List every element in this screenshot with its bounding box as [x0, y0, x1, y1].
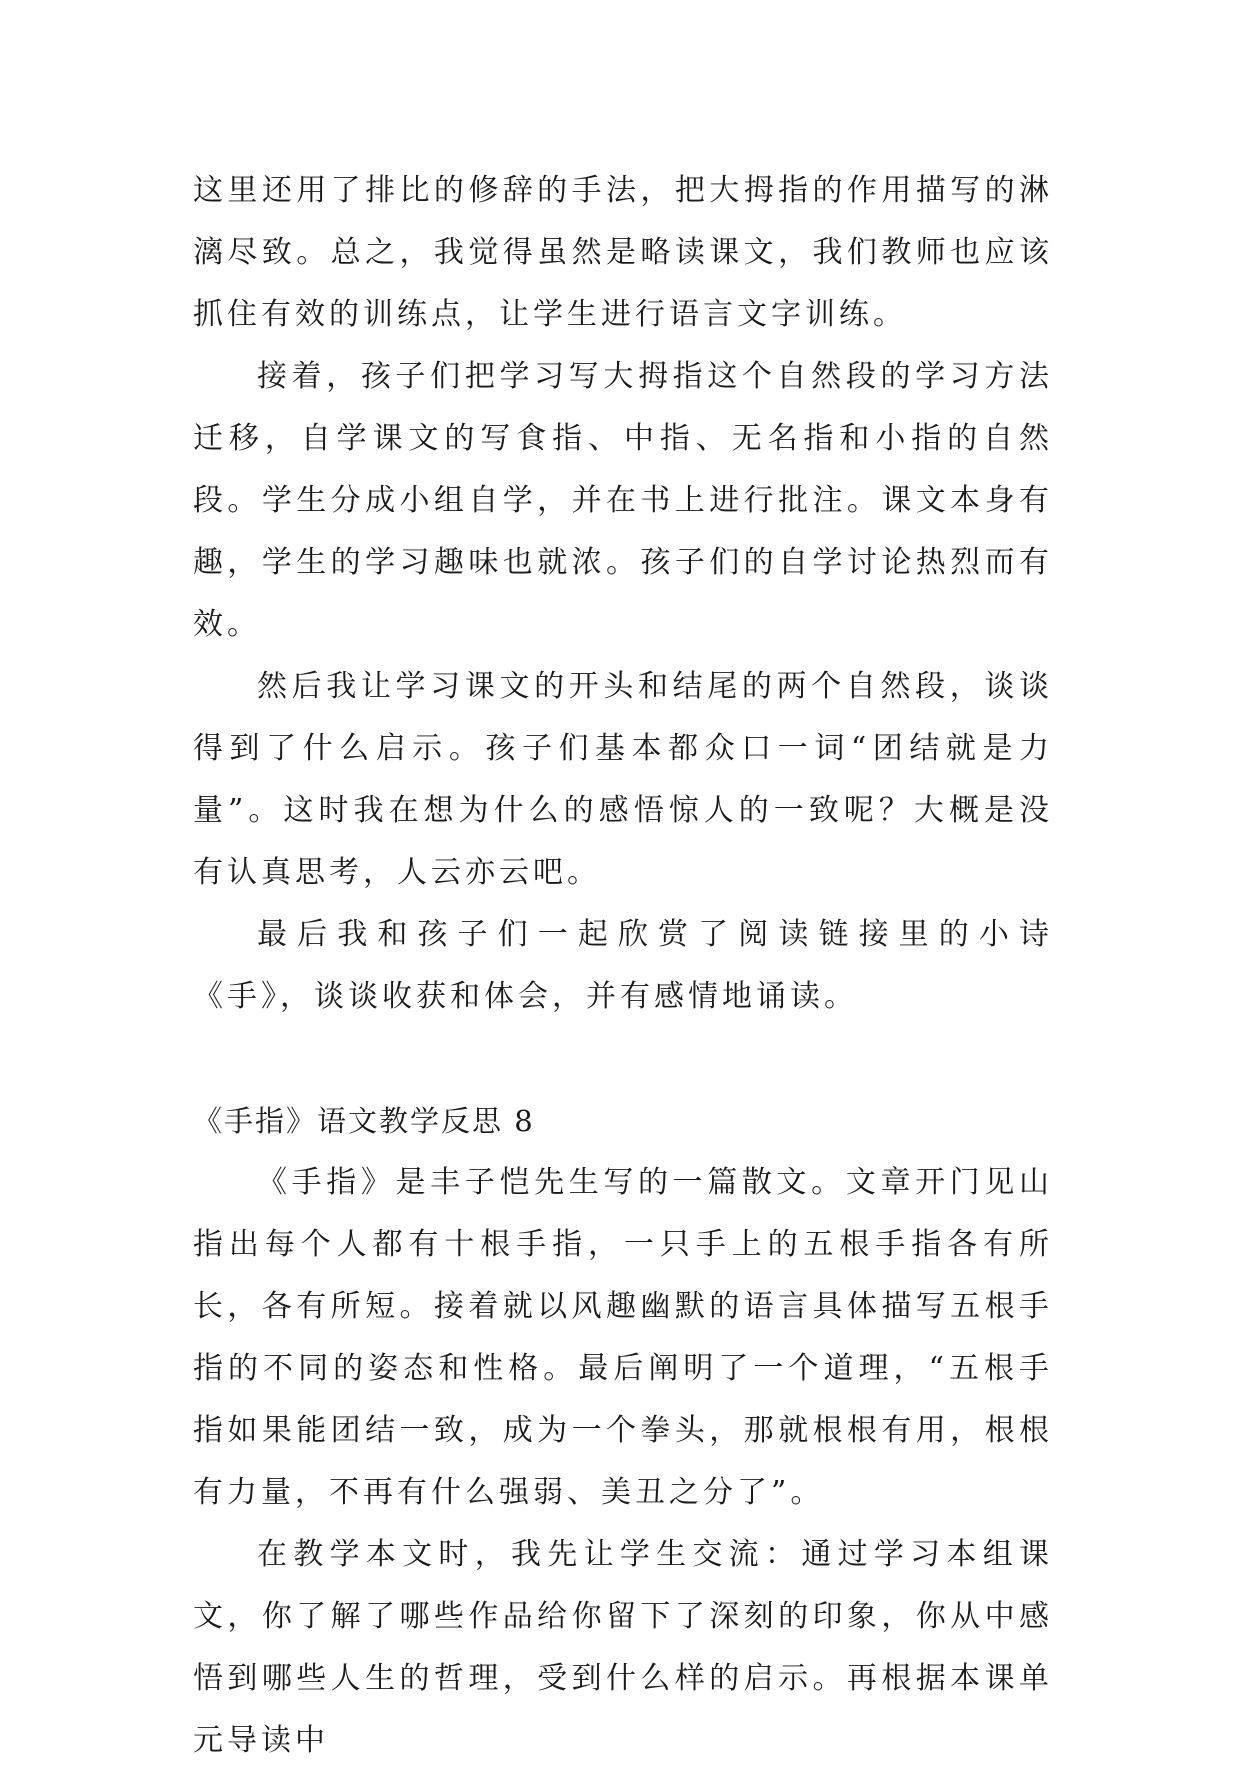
paragraph: 这里还用了排比的修辞的手法，把大拇指的作用描写的淋漓尽致。总之，我觉得虽然是略读课文，我们教师也应该抓住有效的训练点，让学生进行语言文字训练。 [193, 173, 1053, 332]
paragraph: 在教学本文时，我先让学生交流：通过学习本组课文，你了解了哪些作品给你留下了深刻的印象，你从中感悟到哪些人生的哲理，受到什么样的启示。再根据本课单元导读中 [193, 1537, 1053, 1758]
paragraph: 接着，孩子们把学习写大拇指这个自然段的学习方法迁移，自学课文的写食指、中指、无名指和小指的自然段。学生分成小组自学，并在书上进行批注。课文本身有趣，学生的学习趣味也就浓。孩子们的自学讨论热烈而有效。 [193, 359, 1053, 642]
paragraph: 然后我让学习课文的开头和结尾的两个自然段，谈谈得到了什么启示。孩子们基本都众口一词“团结就是力量”。这时我在想为什么的感悟惊人的一致呢？大概是没有认真思考，人云亦云吧。 [193, 669, 1053, 890]
paragraph: 《手指》是丰子恺先生写的一篇散文。文章开门见山指出每个人都有十根手指，一只手上的五根手指各有所长，各有所短。接着就以风趣幽默的语言具体描写五根手指的不同的姿态和性格。最后阐明了一个道理，“五根手指如果能团结一致，成为一个拳头，那就根根有用，根根有力量，不再有什么强弱、美丑之分了”。 [193, 1165, 1053, 1510]
section-spacer [193, 1028, 1053, 1090]
paragraph: 最后我和孩子们一起欣赏了阅读链接里的小诗《手》，谈谈收获和体会，并有感情地诵读。 [193, 917, 1053, 1014]
document-body [193, 160, 1053, 1772]
section-heading: 《手指》语文教学反思 8 [193, 1104, 535, 1138]
